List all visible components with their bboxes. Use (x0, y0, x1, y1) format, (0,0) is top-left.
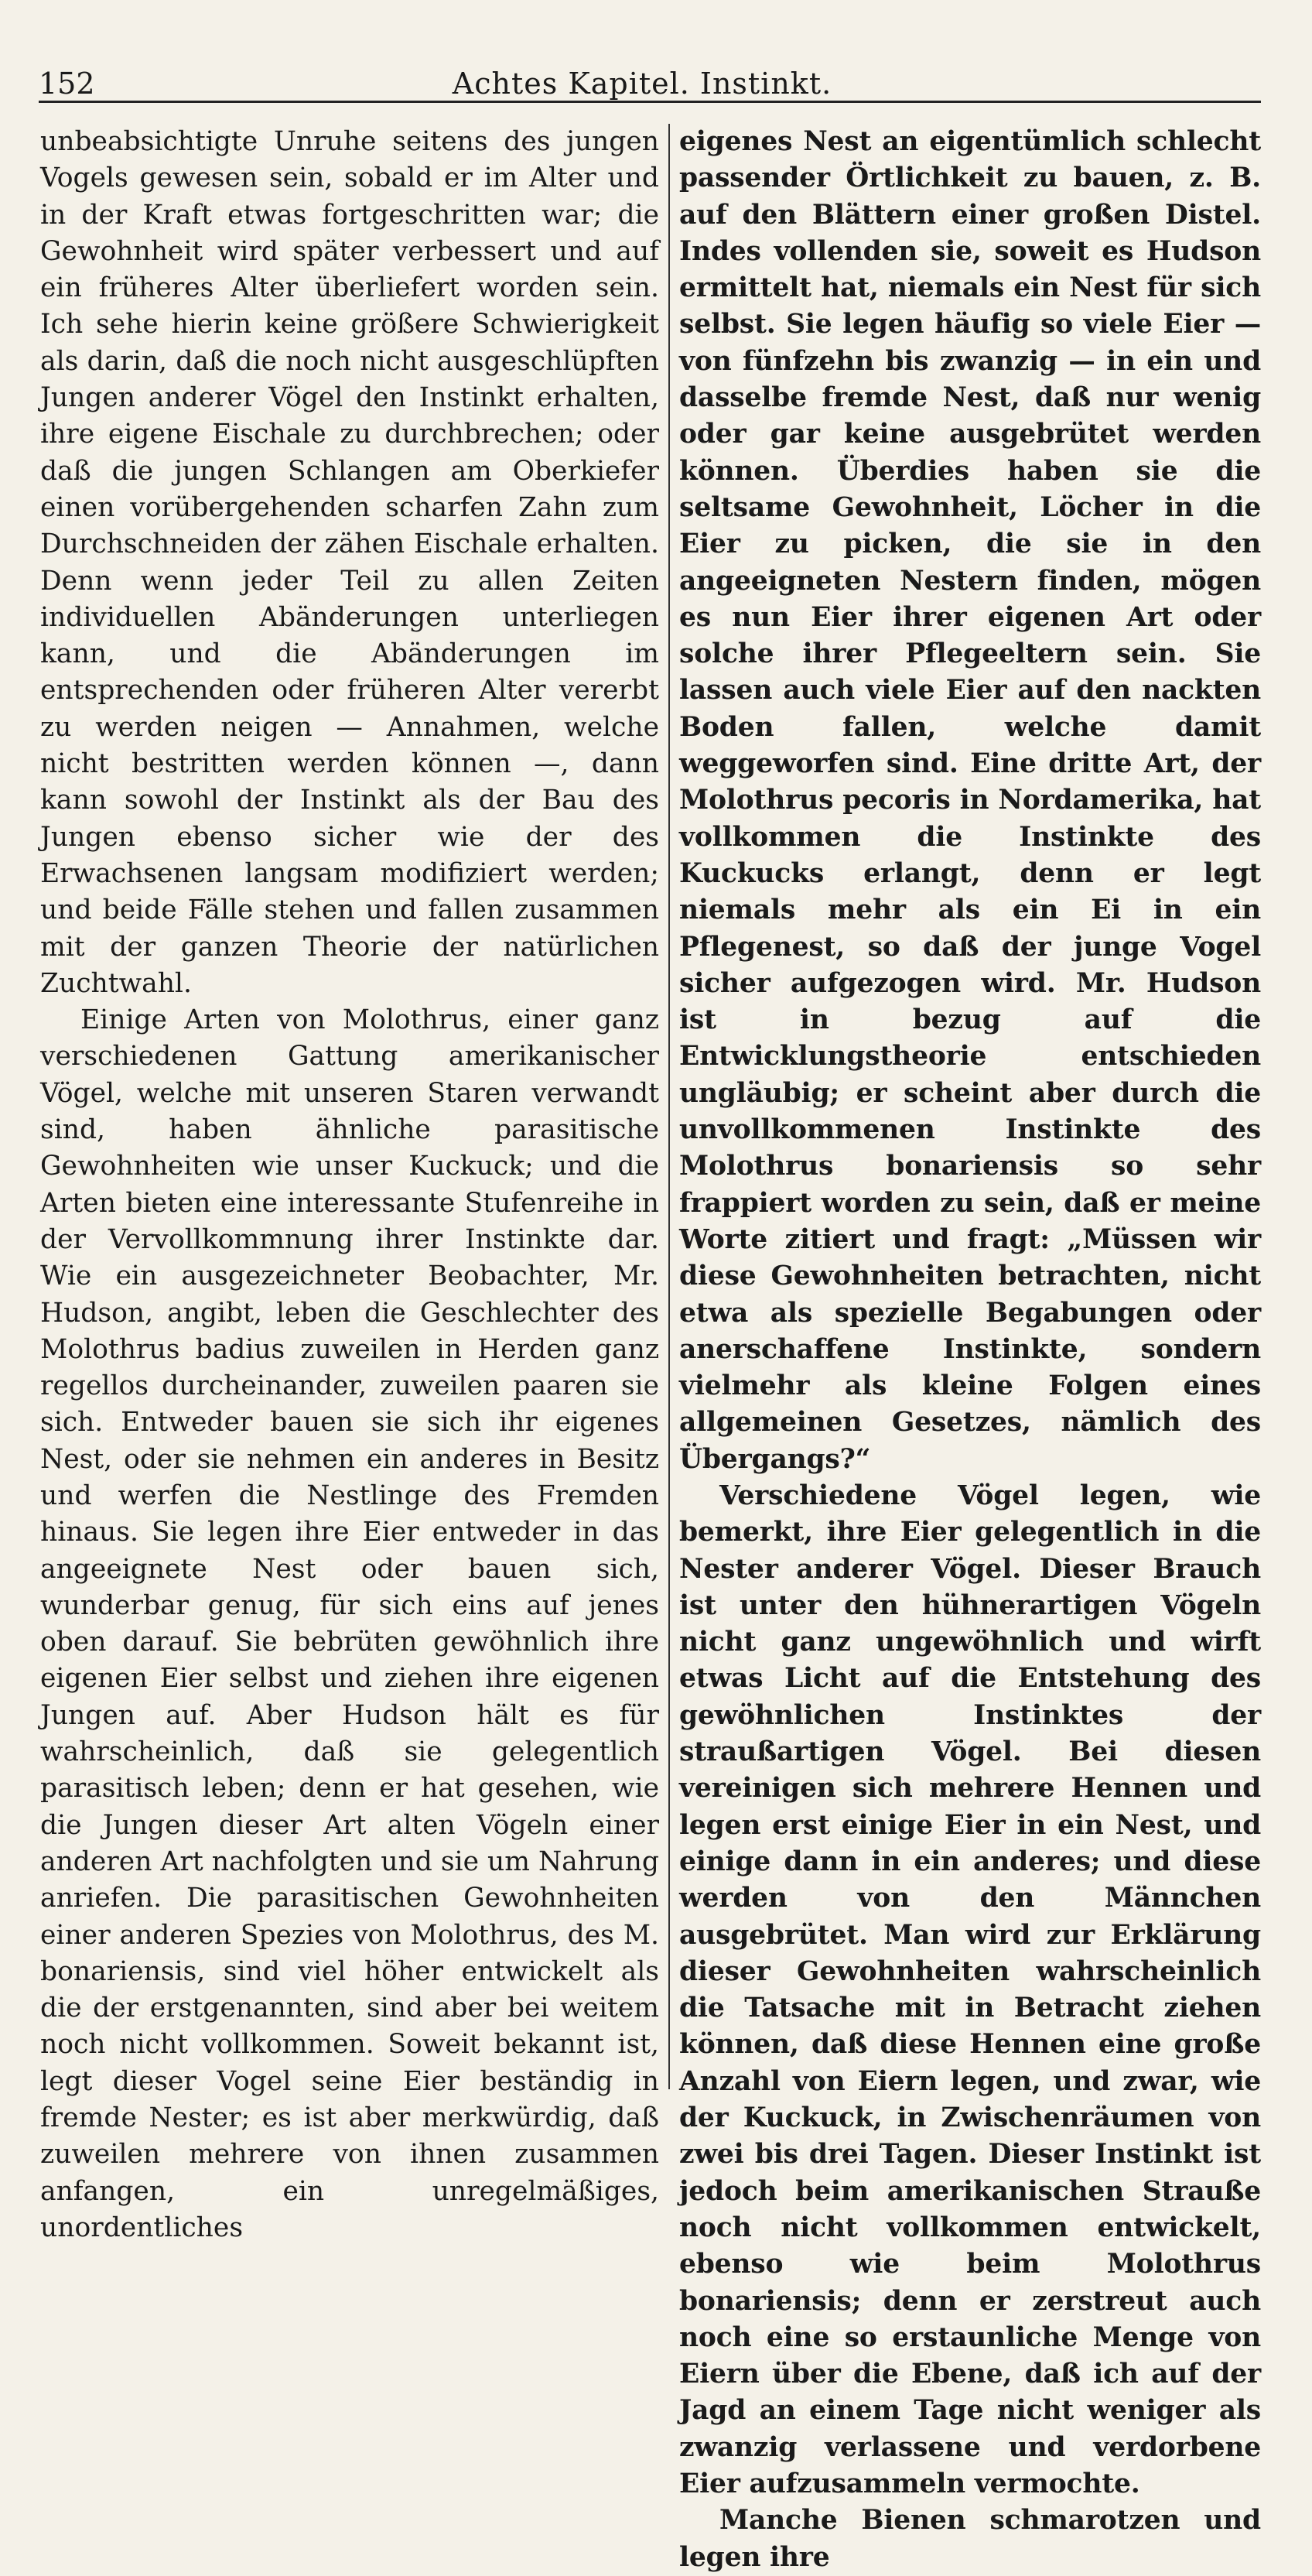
left-column (40, 124, 659, 2243)
right-column (679, 124, 1261, 2573)
page-header (39, 54, 1261, 103)
left-paragraph-2: Einige Arten von Molothrus, einer ganz verschiedenen Gattung amerikanischer Vögel, welche mit unseren Staren verwandt sind, haben ähnliche parasitische Gewohnheiten wie unser Kuckuck; und die Arten bieten eine interessante Stufenreihe in der Vervollkommnung ihrer Instinkte dar. Wie ein ausgezeichneter Beobachter, Mr. Hudson, angibt, leben die Geschlechter des Molothrus badius zuweilen in Herden ganz regellos durcheinander, zuweilen paaren sie sich. Entweder bauen sie sich ihr eigenes Nest, oder sie nehmen ein anderes in Besitz und werfen die Nestlinge des Fremden hinaus. Sie legen ihre Eier entweder in das angeeignete Nest oder bauen sich, wunderbar genug, für sich eins auf jenes oben darauf. Sie bebrüten gewöhnlich ihre eigenen Eier selbst und ziehen ihre eigenen Jungen auf. Aber Hudson hält es für wahrscheinlich, daß sie gelegentlich parasitisch leben; denn er hat gesehen, wie die Jungen dieser Art alten Vögeln einer anderen Art nachfolgten und sie um Nahrung anriefen. Die parasitischen Gewohnheiten einer anderen Spezies von Molothrus, des M. bonariensis, sind viel höher entwickelt als die der erstgenannten, sind aber bei weitem noch nicht vollkommen. Soweit bekannt ist, legt dieser Vogel seine Eier beständig in fremde Nester; es ist aber merkwürdig, daß zuweilen mehrere von ihnen zusammen anfangen, ein unregelmäßiges, unordentliches (40, 1004, 659, 2243)
running-head: Achtes Kapitel. Instinkt. (452, 67, 832, 101)
page-number: 152 (39, 67, 95, 101)
right-paragraph-2: Verschiedene Vögel legen, wie bemerkt, ihre Eier gelegentlich in die Nester anderer Vögel. Dieser Brauch ist unter den hühnerartigen Vögeln nicht ganz ungewöhnlich und wirft etwas Licht auf die Entstehung des gewöhnlichen Instinktes der straußartigen Vögel. Bei diesen vereinigen sich mehrere Hennen und legen erst einige Eier in ein Nest, und einige dann in ein anderes; und diese werden von den Männchen ausgebrütet. Man wird zur Erklärung dieser Gewohnheiten wahrscheinlich die Tatsache mit in Betracht ziehen können, daß diese Hennen eine große Anzahl von Eiern legen, und zwar, wie der Kuckuck, in Zwischenräumen von zwei bis drei Tagen. Dieser Instinkt ist jedoch beim amerikanischen Strauße noch nicht vollkommen entwickelt, ebenso wie beim Molothrus bonariensis; denn er zerstreut auch noch eine so erstaunliche Menge von Eiern über die Ebene, daß ich auf der Jagd an einem Tage nicht weniger als zwanzig verlassene und verdorbene Eier aufzusammeln vermochte. (679, 1480, 1261, 2499)
right-paragraph-3: Manche Bienen schmarotzen und legen ihre (679, 2505, 1261, 2573)
left-paragraph-1: unbeabsichtigte Unruhe seitens des jungen Vogels gewesen sein, sobald er im Alter und in der Kraft etwas fortgeschritten war; die Gewohnheit wird später verbessert und auf ein früheres Alter überliefert worden sein. Ich sehe hierin keine größere Schwierigkeit als darin, daß die noch nicht ausgeschlüpften Jungen anderer Vögel den Instinkt erhalten, ihre eigene Eischale zu durchbrechen; oder daß die jungen Schlangen am Oberkiefer einen vorübergehenden scharfen Zahn zum Durchschneiden der zähen Eischale erhalten. Denn wenn jeder Teil zu allen Zeiten individuellen Abänderungen unterliegen kann, und die Abänderungen im entsprechenden oder früheren Alter vererbt zu werden neigen — Annahmen, welche nicht bestritten werden können —, dann kann sowohl der Instinkt als der Bau des Jungen ebenso sicher wie der des Erwachsenen langsam modifiziert werden; und beide Fälle stehen und fallen zusammen mit der ganzen Theorie der natürlichen Zuchtwahl. (40, 126, 659, 999)
right-paragraph-1: eigenes Nest an eigentümlich schlecht passender Örtlichkeit zu bauen, z. B. auf den Blättern einer großen Distel. Indes vollenden sie, soweit es Hudson ermittelt hat, niemals ein Nest für sich selbst. Sie legen häufig so viele Eier — von fünfzehn bis zwanzig — in ein und dasselbe fremde Nest, daß nur wenig oder gar keine ausgebrütet werden können. Überdies haben sie die seltsame Gewohnheit, Löcher in die Eier zu picken, die sie in den angeeigneten Nestern finden, mögen es nun Eier ihrer eigenen Art oder solche ihrer Pflegeeltern sein. Sie lassen auch viele Eier auf den nackten Boden fallen, welche damit weggeworfen sind. Eine dritte Art, der Molothrus pecoris in Nordamerika, hat vollkommen die Instinkte des Kuckucks erlangt, denn er legt niemals mehr als ein Ei in ein Pflegenest, so daß der junge Vogel sicher aufgezogen wird. Mr. Hudson ist in bezug auf die Entwicklungstheorie entschieden ungläubig; er scheint aber durch die unvollkommenen Instinkte des Molothrus bonariensis so sehr frappiert worden zu sein, daß er meine Worte zitiert und fragt: „Müssen wir diese Gewohnheiten betrachten, nicht etwa als spezielle Begabungen oder anerschaffene Instinkte, sondern vielmehr als kleine Folgen eines allgemeinen Gesetzes, nämlich des Übergangs?“ (679, 126, 1261, 1475)
column-divider (668, 124, 670, 2089)
